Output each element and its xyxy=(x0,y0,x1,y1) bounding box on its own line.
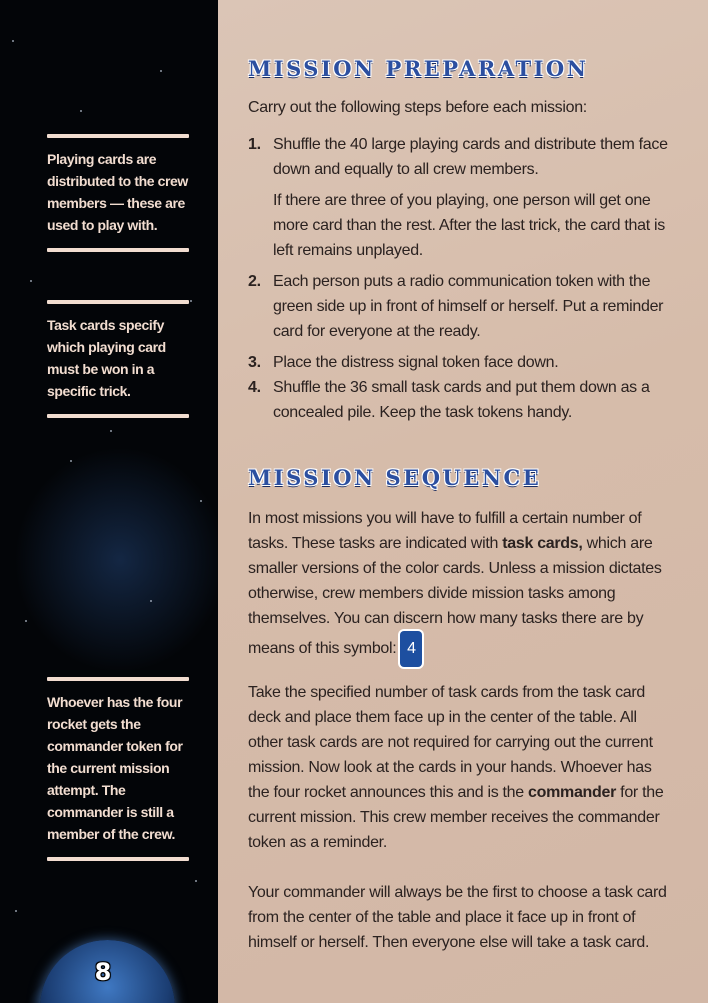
step-1 xyxy=(248,132,668,182)
note-divider xyxy=(47,248,189,252)
step-number: 3. xyxy=(248,354,261,371)
sequence-paragraph-1 xyxy=(248,506,668,667)
main-content xyxy=(218,0,708,1003)
task-count-symbol-icon: 4 xyxy=(400,631,422,667)
task-cards-term: task cards, xyxy=(502,535,583,552)
text-segment: which are smaller versions of the color cards. Unless a mission dictates otherwise, crew members divide mission tasks among themselves. You can discern how many tasks there are by means of this symbol: xyxy=(248,535,662,658)
note-divider xyxy=(47,857,189,861)
step-number: 4. xyxy=(248,379,261,396)
page-number: 8 xyxy=(94,958,112,986)
step-4 xyxy=(248,375,668,425)
sidebar-note-playing-cards xyxy=(47,134,189,252)
note-text: Task cards specify which playing card must be won in a specific trick. xyxy=(47,317,166,399)
step-text: Shuffle the 36 small task cards and put them down as a concealed pile. Keep the task tokens handy. xyxy=(273,379,650,421)
step-1-extra xyxy=(248,188,668,263)
sidebar-note-task-cards xyxy=(47,300,189,418)
sequence-paragraph-3: Your commander will always be the first to choose a task card from the center of the table and place it face up in front of himself or herself. Then everyone else will take a task card. xyxy=(248,884,667,951)
step-2 xyxy=(248,269,668,344)
note-divider xyxy=(47,414,189,418)
text-segment: In most missions you will have to fulfill a certain number of tasks. These tasks are indicated with xyxy=(248,510,642,552)
step-number: 2. xyxy=(248,273,261,290)
step-extra-text: If there are three of you playing, one person will get one more card than the rest. After the last trick, the card that is left remains unplayed. xyxy=(273,192,665,259)
note-text: Playing cards are distributed to the crew members — these are used to play with. xyxy=(47,151,188,233)
heading-mission-sequence: MISSION SEQUENCE xyxy=(248,465,542,490)
step-text: Place the distress signal token face down. xyxy=(273,354,559,371)
step-text: Shuffle the 40 large playing cards and distribute them face down and equally to all crew members. xyxy=(273,136,668,178)
heading-mission-preparation: MISSION PREPARATION xyxy=(248,56,589,81)
sidebar-note-commander xyxy=(47,677,189,861)
note-text: Whoever has the four rocket gets the commander token for the current mission attempt. The commander is still a member of the crew. xyxy=(47,694,183,842)
sidebar xyxy=(0,0,218,1003)
step-text: Each person puts a radio communication token with the green side up in front of himself or herself. Put a reminder card for everyone at the ready. xyxy=(273,273,664,340)
preparation-intro: Carry out the following steps before each mission: xyxy=(248,99,587,116)
step-number: 1. xyxy=(248,136,261,153)
commander-term: commander xyxy=(528,784,617,801)
text-segment: Take the specified number of task cards from the task card deck and place them face up in the center of the table. All other task cards are not required for carrying out the current mission. Now look at the cards in your hands. Whoever has the four rocket announces this and is the xyxy=(248,684,653,801)
sequence-paragraph-2 xyxy=(248,680,668,855)
text-segment: for the current mission. This crew member receives the commander token as a reminder. xyxy=(248,784,664,851)
step-3 xyxy=(248,350,668,375)
